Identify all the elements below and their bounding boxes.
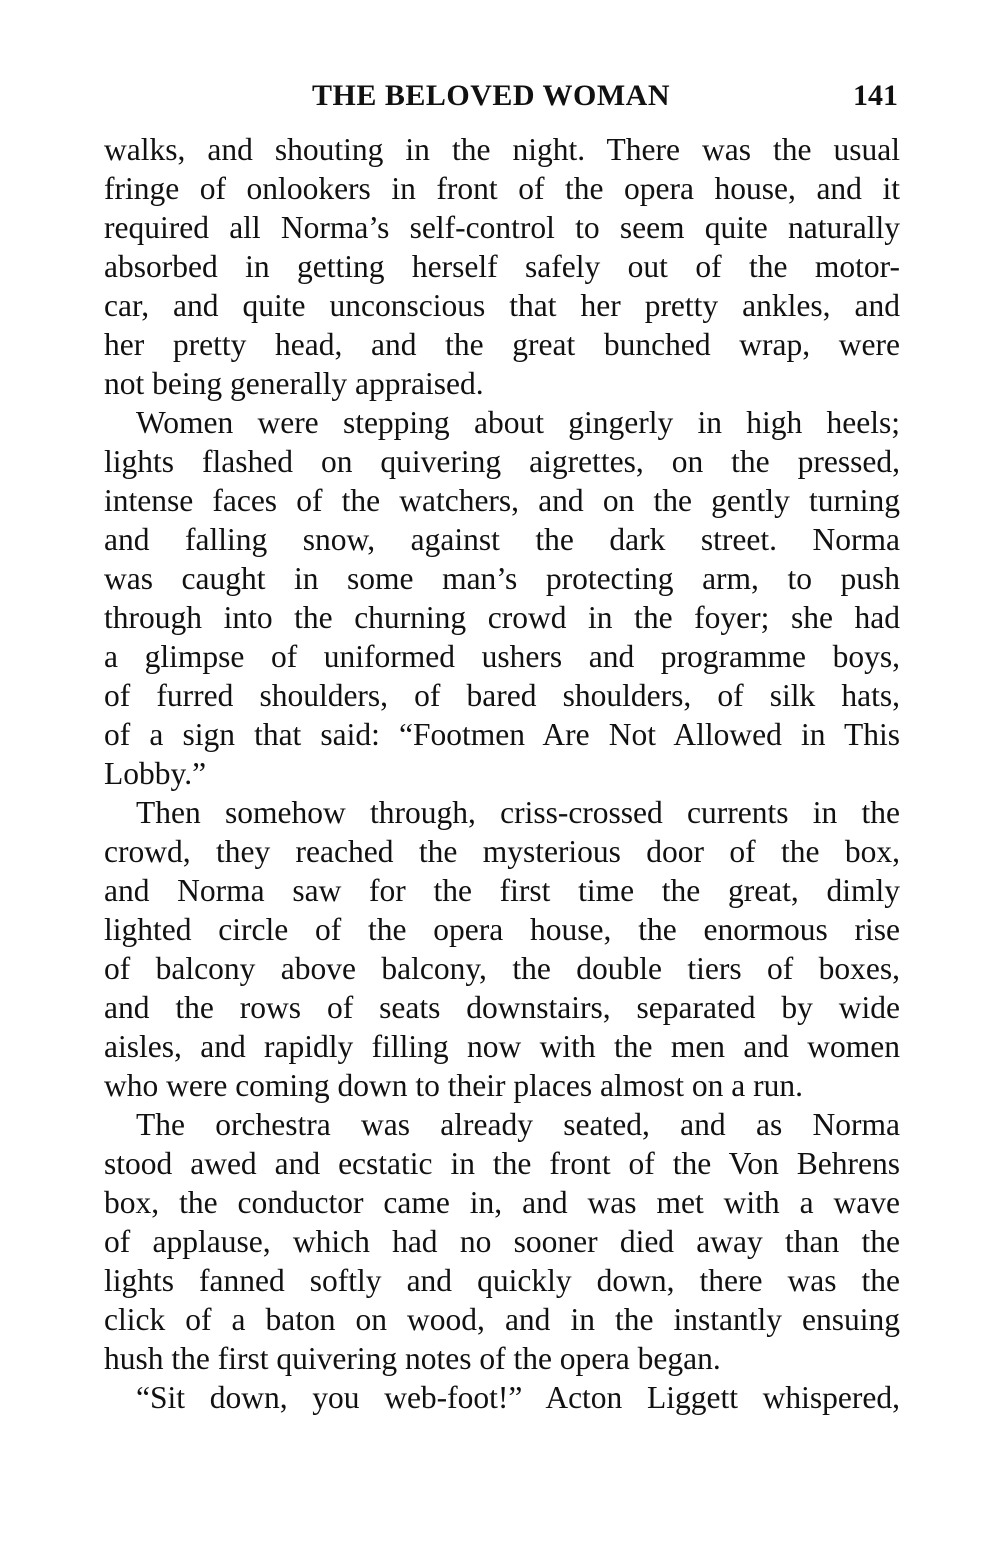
- text-line: through into the churning crowd in the foyer; she had: [104, 600, 900, 635]
- text-line: a glimpse of uniformed ushers and programme boys,: [104, 639, 900, 674]
- paragraph: [104, 1105, 900, 1378]
- text-line: stood awed and ecstatic in the front of the Von Behrens: [104, 1146, 900, 1181]
- page-number: 141: [853, 79, 898, 112]
- text-line: and falling snow, against the dark street. Norma: [104, 522, 900, 557]
- text-line: Lobby.”: [104, 756, 207, 791]
- text-line: required all Norma’s self-control to seem quite naturally: [104, 210, 900, 245]
- text-line: box, the conductor came in, and was met with a wave: [104, 1185, 900, 1220]
- text-line: intense faces of the watchers, and on the gently turning: [104, 483, 900, 518]
- text-line: lights flashed on quivering aigrettes, on the pressed,: [104, 444, 900, 479]
- paragraph: [104, 793, 900, 1105]
- text-line: fringe of onlookers in front of the opera house, and it: [104, 171, 900, 206]
- text-line: The orchestra was already seated, and as Norma: [136, 1107, 900, 1142]
- text-line: of applause, which had no sooner died away than the: [104, 1224, 900, 1259]
- text-line: car, and quite unconscious that her pretty ankles, and: [104, 288, 900, 323]
- text-line: of a sign that said: “Footmen Are Not Allowed in This: [104, 717, 900, 752]
- body-text: [104, 130, 900, 1417]
- text-line: lights fanned softly and quickly down, there was the: [104, 1263, 900, 1298]
- running-title: THE BELOVED WOMAN: [312, 79, 670, 112]
- text-line: walks, and shouting in the night. There was the usual: [104, 132, 900, 167]
- text-line: who were coming down to their places almost on a run.: [104, 1068, 803, 1103]
- text-line: of balcony above balcony, the double tiers of boxes,: [104, 951, 900, 986]
- text-line: and the rows of seats downstairs, separated by wide: [104, 990, 900, 1025]
- running-head: [104, 76, 900, 116]
- text-line: absorbed in getting herself safely out of the motor-: [104, 249, 900, 284]
- text-line: not being generally appraised.: [104, 366, 484, 401]
- text-line: lighted circle of the opera house, the enormous rise: [104, 912, 900, 947]
- paragraph: [104, 403, 900, 793]
- text-line: aisles, and rapidly filling now with the men and women: [104, 1029, 900, 1064]
- paragraph: [104, 1378, 900, 1417]
- text-line: and Norma saw for the first time the great, dimly: [104, 873, 900, 908]
- text-line: was caught in some man’s protecting arm, to push: [104, 561, 900, 596]
- text-line: Women were stepping about gingerly in high heels;: [136, 405, 900, 440]
- text-line: crowd, they reached the mysterious door of the box,: [104, 834, 900, 869]
- text-line: Then somehow through, criss-crossed currents in the: [136, 795, 900, 830]
- text-line: of furred shoulders, of bared shoulders, of silk hats,: [104, 678, 900, 713]
- text-line: her pretty head, and the great bunched wrap, were: [104, 327, 900, 362]
- text-line: hush the first quivering notes of the opera began.: [104, 1341, 721, 1376]
- paragraph: [104, 130, 900, 403]
- text-line: “Sit down, you web-foot!” Acton Liggett whispered,: [136, 1380, 900, 1415]
- text-line: click of a baton on wood, and in the instantly ensuing: [104, 1302, 900, 1337]
